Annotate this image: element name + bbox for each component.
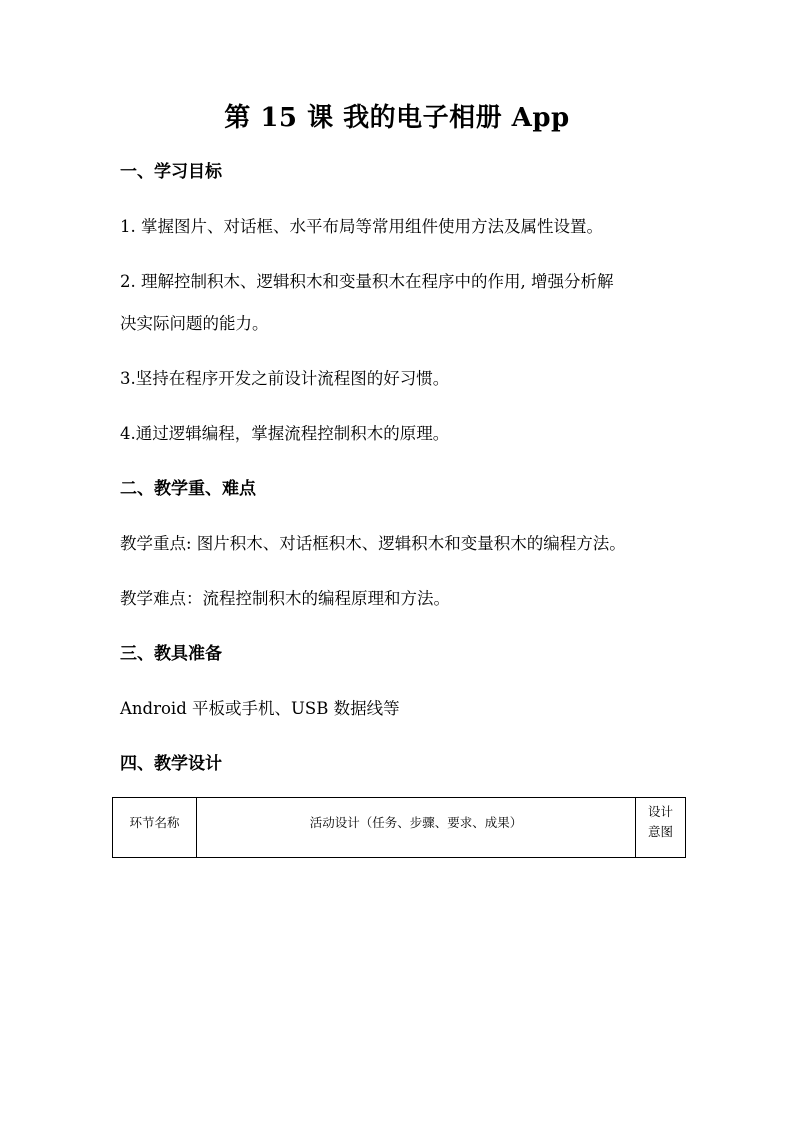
materials-text: Android 平板或手机、USB 数据线等 [120,699,400,718]
table-header-stage: 环节名称 [113,798,197,858]
table-header-row [113,798,686,858]
table-header-intent-line1: 设计 [647,804,673,819]
objective-1: 1. 掌握图片、对话框、水平布局等常用组件使用方法及属性设置。 [120,217,603,236]
page-title: 第 15 课 我的电子相册 App [224,103,570,133]
objective-3: 3.坚持在程序开发之前设计流程图的好习惯。 [120,369,450,388]
objective-2-continued: 决实际问题的能力。 [120,314,269,333]
section-heading-key-points: 二、教学重、难点 [120,479,256,499]
table-header-intent-line2: 意图 [647,824,673,839]
difficult-point: 教学难点：流程控制积木的编程原理和方法。 [120,589,450,608]
table-header-intent [636,798,686,858]
section-heading-objectives: 一、学习目标 [120,162,222,182]
table-header-activity: 活动设计（任务、步骤、要求、成果） [197,798,636,858]
section-heading-materials: 三、教具准备 [120,644,222,664]
section-heading-design: 四、教学设计 [120,754,222,774]
key-point: 教学重点: 图片积木、对话框积木、逻辑积木和变量积木的编程方法。 [120,534,626,553]
teaching-design-table [112,797,686,858]
objective-2: 2. 理解控制积木、逻辑积木和变量积木在程序中的作用, 增强分析解 [120,272,614,291]
objective-4: 4.通过逻辑编程，掌握流程控制积木的原理。 [120,424,450,443]
